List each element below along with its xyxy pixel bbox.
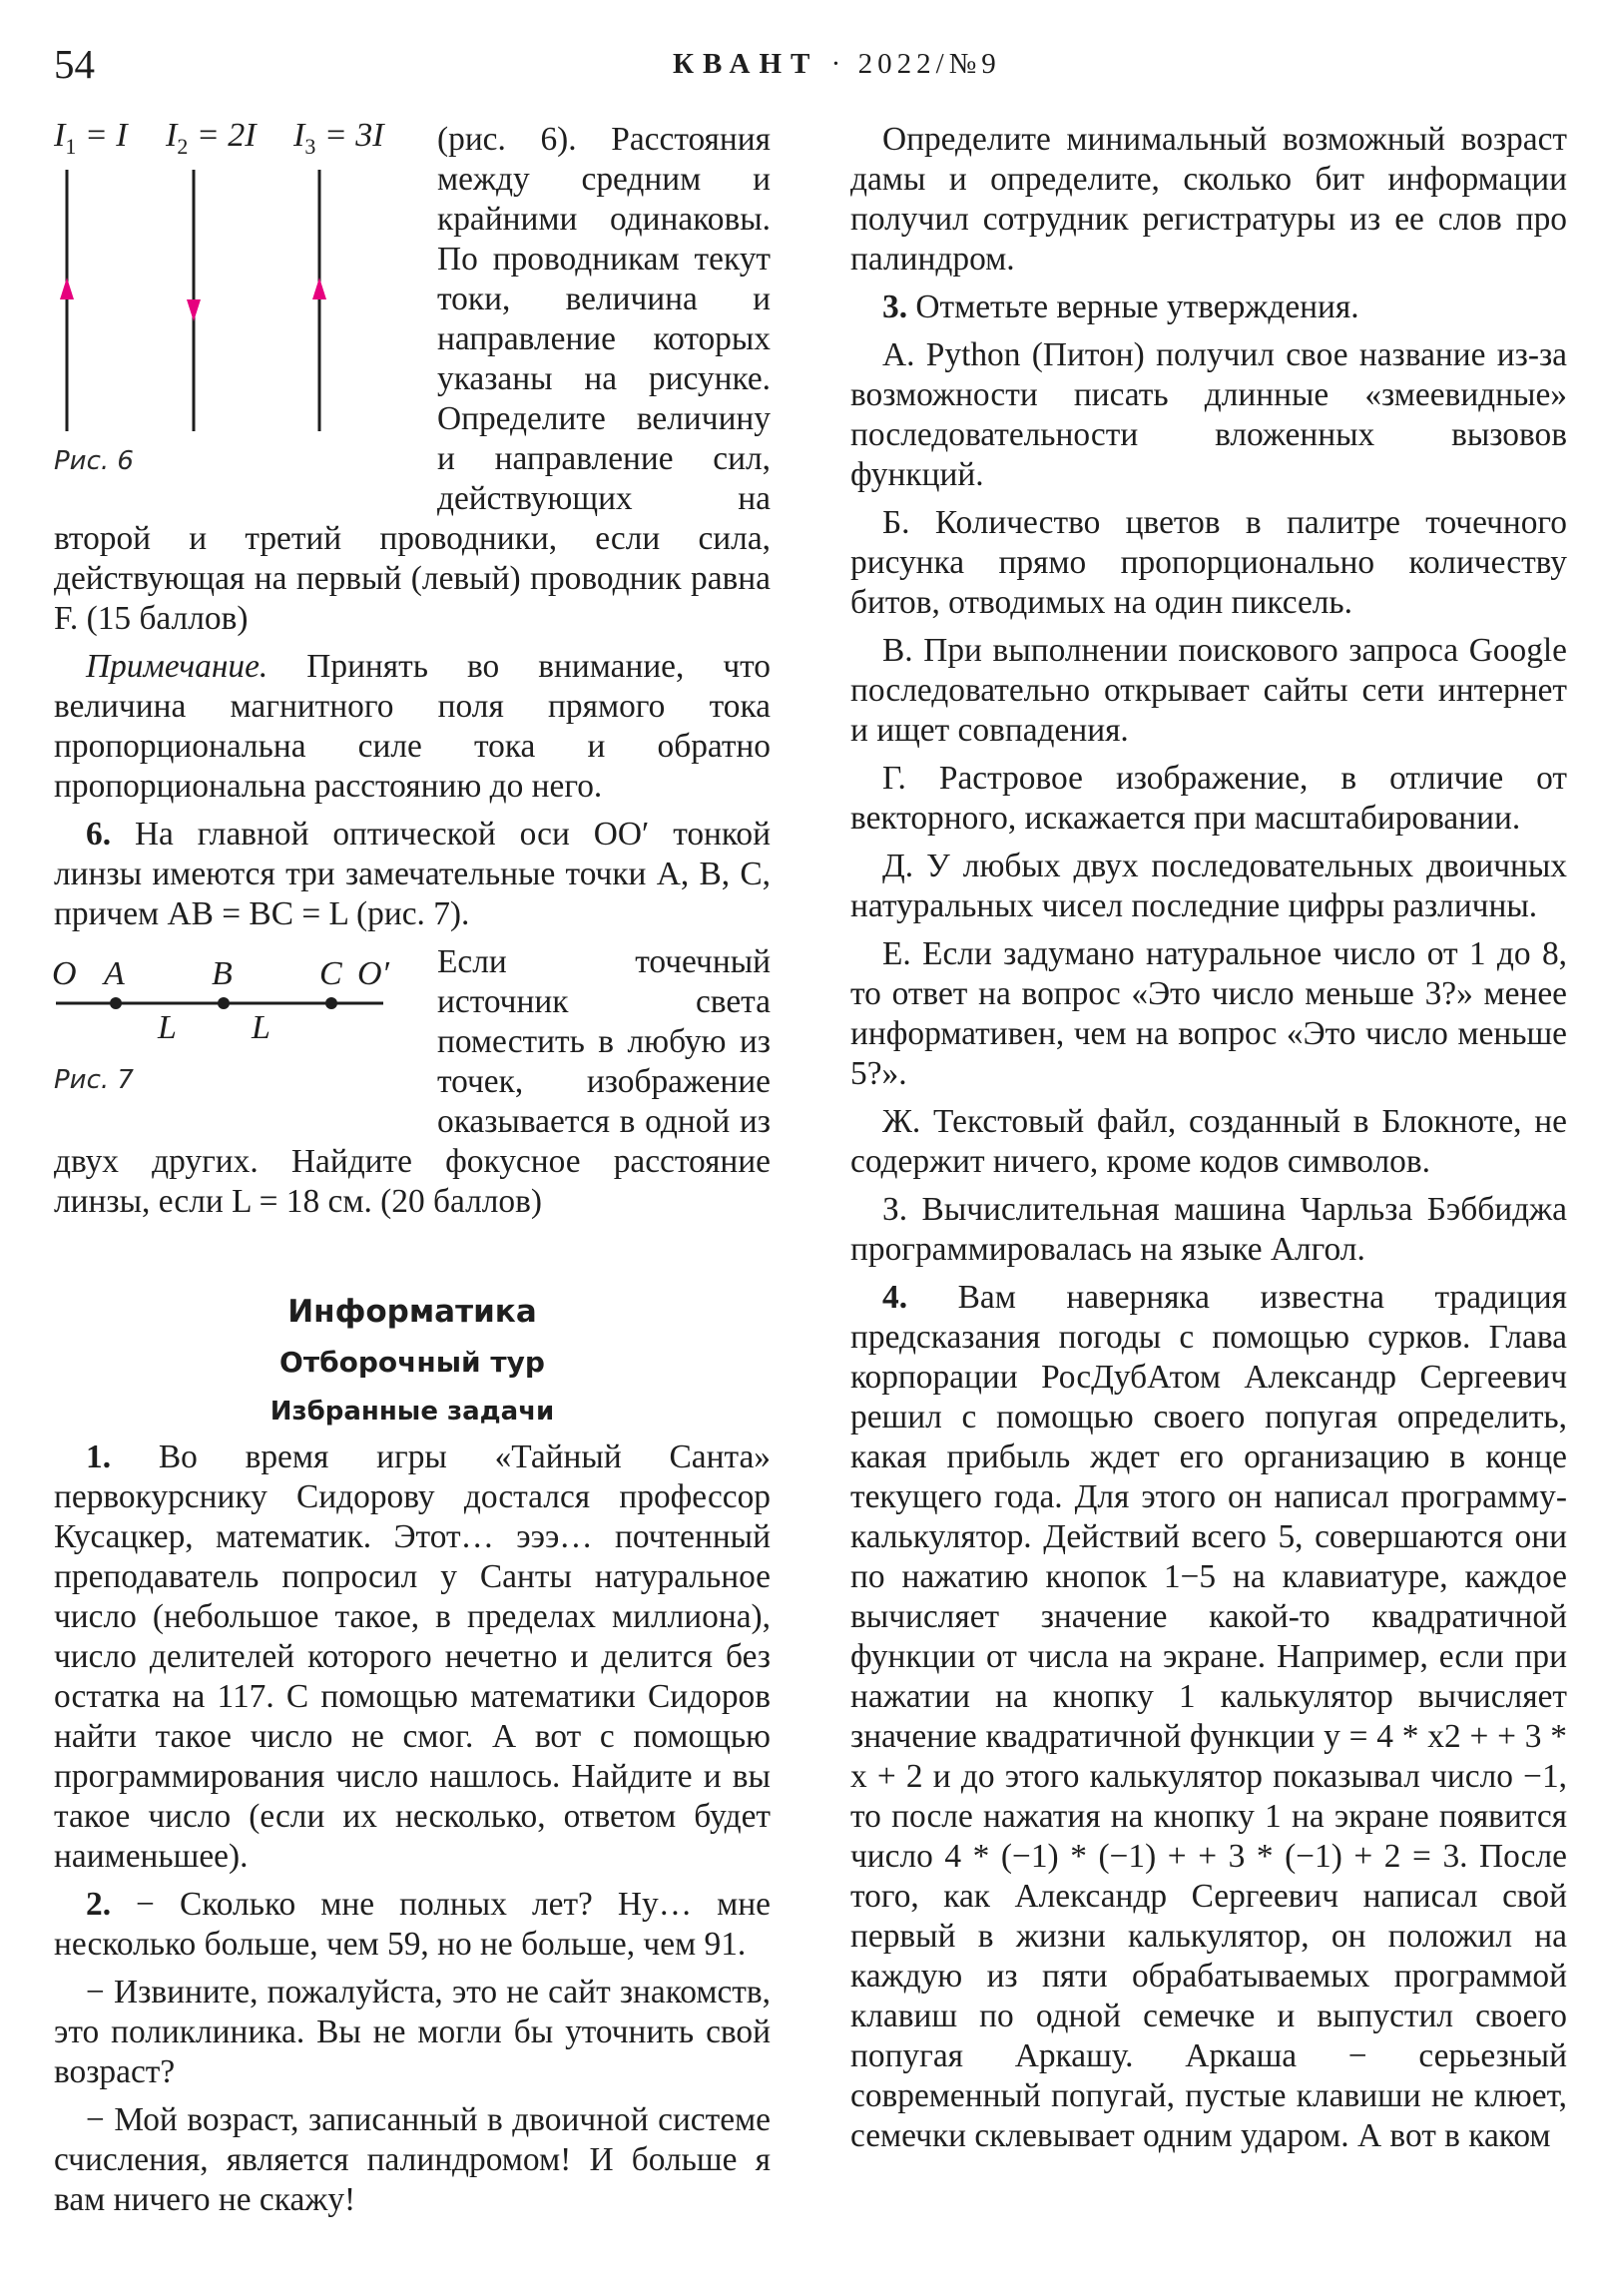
point-c-dot bbox=[325, 997, 337, 1009]
arrow-up-icon bbox=[312, 278, 326, 299]
problem-2-continuation: Определите минимальный возможный возраст дамы и определите, сколько бит информации получил сотрудник регистратуры из ее слов про палиндром. bbox=[850, 121, 1567, 278]
current-label-3: $I_3 = 3I$ bbox=[293, 117, 384, 159]
statement-a: А. Python (Питон) получил свое название из-за возможности писать длинные «змеевидные» последовательности вложенных вызовов функций. bbox=[850, 336, 1567, 493]
right-column bbox=[850, 120, 1567, 2164]
issue-number: 2022/№9 bbox=[857, 48, 1001, 80]
point-b-label: B bbox=[212, 955, 233, 992]
statement-b: Б. Количество цветов в палитре точечного рисунка прямо пропорционально количеству битов, отводимых на один пиксель. bbox=[850, 504, 1567, 621]
point-a-label: A bbox=[104, 955, 125, 992]
section-subsubtitle: Избранные задачи bbox=[269, 1397, 555, 1427]
figure-6-caption: Рис. 6 bbox=[54, 446, 134, 476]
problem-6-text-b: Если точечный источник света поместить в любую из точек, изображение оказывается в одной из двух других. Найдите фокусное расстояние линзы, если L = 18 см. (20 баллов) bbox=[54, 943, 771, 1220]
problem-5-note bbox=[54, 647, 771, 807]
point-o-label: O bbox=[52, 955, 77, 992]
problem-4 bbox=[850, 1278, 1567, 2156]
point-o-prime-label: O′ bbox=[357, 955, 389, 992]
problem-5-text: (рис. 6). Расстояния между средним и крайними одинаковы. По проводникам текут токи, величина и направление которых указаны на рисунке. Определите величину и направление сил, действующих на второй и третий проводники, если сила, действующая на первый (левый) проводник равна F. (15 баллов) bbox=[54, 121, 771, 637]
page-header bbox=[54, 40, 1556, 100]
figure-6 bbox=[54, 117, 423, 501]
problem-2-number: 2. bbox=[86, 1886, 112, 1923]
page-number: 54 bbox=[54, 41, 95, 87]
statement-v: В. При выполнении поискового запроса Google последовательно открывает сайты сети интернет и ищет совпадения. bbox=[850, 632, 1567, 749]
running-head bbox=[673, 48, 1001, 81]
note-label: Примечание. bbox=[86, 648, 268, 685]
problem-6-text-a: На главной оптической оси OO′ тонкой линзы имеются три замечательные точки A, B, C, причем AB = BC = L (рис. 7). bbox=[54, 816, 771, 932]
problem-1-text: Во время игры «Тайный Санта» первокурснику Сидорову достался профессор Кусацкер, математик. Этот… эээ… почтенный преподаватель попросил у Санты натуральное число (небольшое такое, в пределах миллиона), число делителей которого нечетно и делится без остатка на 117. С помощью математики Сидоров найти такое число не смог. А вот с помощью программирования число нашлось. Найдите и вы такое число (если их несколько, ответом будет наименьшее). bbox=[54, 1438, 771, 1875]
section-title: Информатика bbox=[287, 1294, 537, 1330]
figure-7 bbox=[54, 948, 423, 1108]
statement-d: Д. У любых двух последовательных двоичных натуральных чисел последние цифры различны. bbox=[850, 848, 1567, 924]
segment-bc-label: L bbox=[252, 1009, 270, 1046]
point-a-dot bbox=[110, 997, 122, 1009]
statement-e: Е. Если задумано натуральное число от 1 до 8, то ответ на вопрос «Это число меньше 3?» менее информативен, чем на вопрос «Это число меньше 5?». bbox=[850, 935, 1567, 1092]
journal-title: КВАНТ bbox=[673, 48, 819, 80]
point-b-dot bbox=[218, 997, 230, 1009]
figure-7-caption: Рис. 7 bbox=[54, 1065, 134, 1095]
problem-2-reply: − Извините, пожалуйста, это не сайт знакомств, это поликлиника. Вы не могли бы уточнить свой возраст? bbox=[54, 1974, 771, 2090]
left-column bbox=[52, 117, 771, 2228]
header-separator: · bbox=[830, 48, 846, 80]
statement-g: Г. Растровое изображение, в отличие от векторного, искажается при масштабировании. bbox=[850, 760, 1567, 837]
point-c-label: C bbox=[319, 955, 342, 992]
problem-3-text: Отметьте верные утверждения. bbox=[907, 288, 1359, 325]
current-label-2: $I_2 = 2I$ bbox=[166, 117, 257, 159]
note-text: Принять во внимание, что величина магнитного поля прямого тока пропорциональна силе тока и обратно пропорциональна расстоянию до него. bbox=[54, 648, 771, 805]
problem-1-number: 1. bbox=[86, 1438, 112, 1475]
problem-4-number: 4. bbox=[882, 1279, 908, 1316]
current-label-1: $I_1 = I$ bbox=[54, 117, 128, 159]
statement-z: З. Вычислительная машина Чарльза Бэббиджа программировалась на языке Алгол. bbox=[850, 1191, 1567, 1268]
problem-3-number: 3. bbox=[882, 288, 908, 325]
arrow-down-icon bbox=[187, 299, 201, 321]
problem-6-intro bbox=[54, 815, 771, 934]
problem-6-number: 6. bbox=[86, 816, 112, 853]
problem-2-answer: − Мой возраст, записанный в двоичной системе счисления, является палиндромом! И больше я вам ничего не скажу! bbox=[54, 2101, 771, 2218]
arrow-up-icon bbox=[60, 278, 74, 299]
section-subtitle: Отборочный тур bbox=[279, 1346, 545, 1379]
problem-2 bbox=[54, 1885, 771, 1965]
problem-4-text: Вам наверняка известна традиция предсказания погоды с помощью сурков. Глава корпорации РосДубАтом Александр Сергеевич решил с помощью своего попугая определить, какая прибыль ждет его организацию в конце текущего года. Для этого он написал программу-калькулятор. Действий всего 5, совершаются они по нажатию кнопок 1−5 на клавиатуре, каждое вычисляет значение какой-то квадратичной функции от числа на экране. Например, если при нажатии на кнопку 1 калькулятор вычисляет значение квадратичной функции y = 4 * x2 + + 3 * x + 2 и до этого калькулятор показывал число −1, то после нажатия на кнопку 1 на экране появится число 4 * (−1) * (−1) + + 3 * (−1) + 2 = 3. После того, как Александр Сергеевич написал свой первый в жизни калькулятор, он положил на каждую из пяти обрабатываемых программой клавиш по одной семечке и выпустил своего попугая Аркашу. Аркаша − серьезный современный попугай, пустые клавиши не клюет, семечки склевывает одним ударом. А вот в каком bbox=[850, 1279, 1567, 2154]
problem-2-text: − Сколько мне полных лет? Ну… мне несколько больше, чем 59, но не больше, чем 91. bbox=[54, 1886, 771, 1963]
segment-ab-label: L bbox=[158, 1009, 177, 1046]
statement-zh: Ж. Текстовый файл, созданный в Блокноте, не содержит ничего, кроме кодов символов. bbox=[850, 1103, 1567, 1180]
problem-3 bbox=[850, 287, 1567, 327]
problem-1 bbox=[54, 1437, 771, 1877]
